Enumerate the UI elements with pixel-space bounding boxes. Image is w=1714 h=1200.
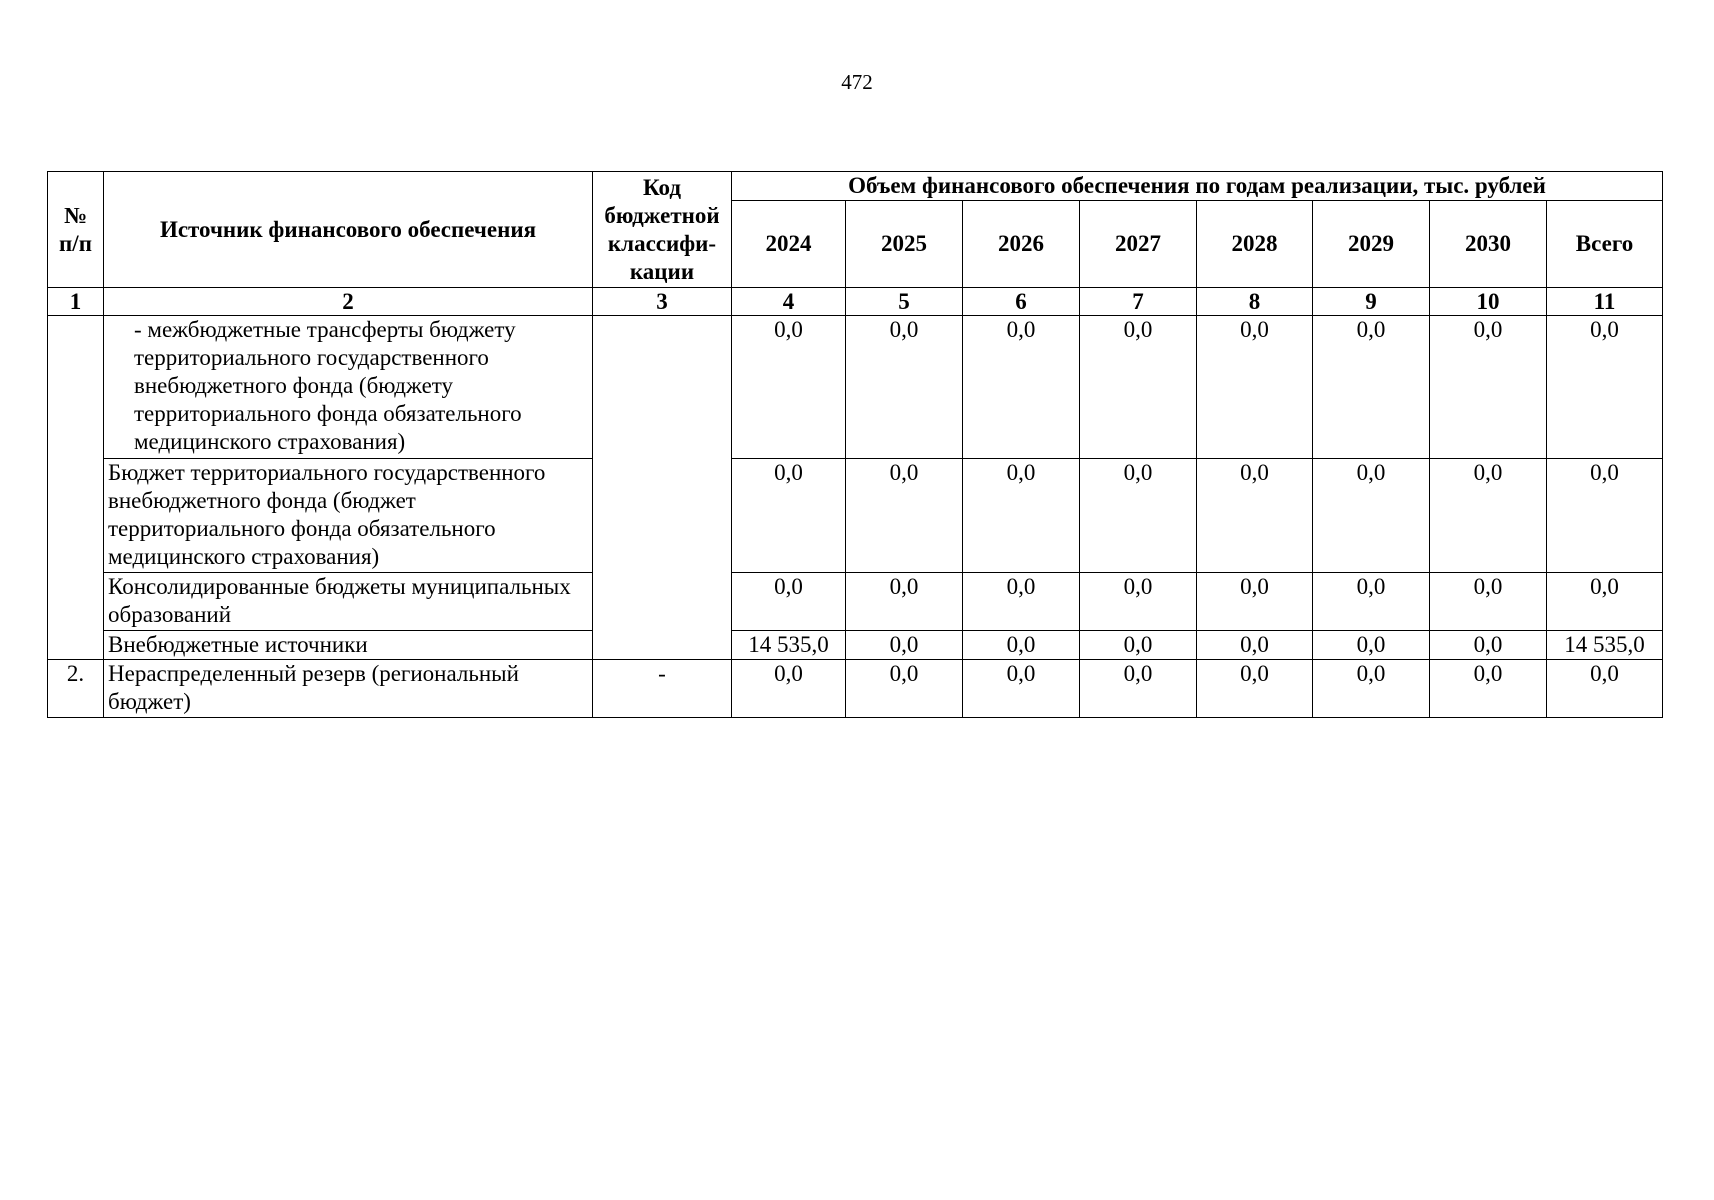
value-2030: 0,0 [1430,459,1547,573]
column-number: 9 [1313,288,1430,316]
value-2028: 0,0 [1197,631,1313,660]
column-number: 11 [1547,288,1663,316]
value-2030: 0,0 [1430,660,1547,718]
row-code: - [593,660,732,718]
value-2028: 0,0 [1197,660,1313,718]
value-2029: 0,0 [1313,316,1430,459]
value-2025: 0,0 [846,660,963,718]
header-year: 2026 [963,201,1080,288]
value-2025: 0,0 [846,573,963,631]
header-year: 2027 [1080,201,1197,288]
value-2027: 0,0 [1080,660,1197,718]
row-code [593,316,732,660]
value-2024: 0,0 [732,573,846,631]
value-2024: 0,0 [732,660,846,718]
value-2026: 0,0 [963,316,1080,459]
header-year: 2030 [1430,201,1547,288]
header-year: 2028 [1197,201,1313,288]
header-year: 2025 [846,201,963,288]
value-2028: 0,0 [1197,573,1313,631]
row-number [48,316,104,660]
value-2024: 14 535,0 [732,631,846,660]
row-source: Нераспределенный резерв (региональный бюджет) [104,660,593,718]
value-2027: 0,0 [1080,316,1197,459]
header-code: Код бюджетной классифи-кации [593,172,732,288]
value-2030: 0,0 [1430,573,1547,631]
header-source: Источник финансового обеспечения [104,172,593,288]
page-number: 472 [841,70,873,94]
table-row [48,459,1663,573]
header-no: № п/п [48,172,104,288]
value-2028: 0,0 [1197,459,1313,573]
column-number: 2 [104,288,593,316]
value-2027: 0,0 [1080,573,1197,631]
value-2026: 0,0 [963,631,1080,660]
value-2027: 0,0 [1080,631,1197,660]
row-source: Консолидированные бюджеты муниципальных образований [104,573,593,631]
value-2026: 0,0 [963,573,1080,631]
value-total: 0,0 [1547,573,1663,631]
value-total: 0,0 [1547,316,1663,459]
row-number: 2. [48,660,104,718]
value-2029: 0,0 [1313,459,1430,573]
value-2030: 0,0 [1430,316,1547,459]
column-number: 8 [1197,288,1313,316]
value-2024: 0,0 [732,459,846,573]
table-row [48,316,1663,459]
value-2029: 0,0 [1313,631,1430,660]
value-2025: 0,0 [846,459,963,573]
column-number: 10 [1430,288,1547,316]
value-2030: 0,0 [1430,631,1547,660]
value-2025: 0,0 [846,316,963,459]
value-2025: 0,0 [846,631,963,660]
value-2024: 0,0 [732,316,846,459]
value-2029: 0,0 [1313,660,1430,718]
table-row [48,573,1663,631]
financing-table [47,171,1663,718]
column-number: 1 [48,288,104,316]
row-source: Внебюджетные источники [104,631,593,660]
column-number: 5 [846,288,963,316]
column-number: 6 [963,288,1080,316]
column-number: 4 [732,288,846,316]
header-volume: Объем финансового обеспечения по годам реализации, тыс. рублей [732,172,1663,201]
row-source: - межбюджетные трансферты бюджету территориального государственного внебюджетного фонда (бюджету территориального фонда обязательного медицинского страхования) [104,316,593,459]
value-total: 0,0 [1547,660,1663,718]
column-number: 7 [1080,288,1197,316]
value-2026: 0,0 [963,660,1080,718]
table-row [48,660,1663,718]
value-2027: 0,0 [1080,459,1197,573]
header-year: 2029 [1313,201,1430,288]
header-year: 2024 [732,201,846,288]
table-row [48,631,1663,660]
column-number-row [48,288,1663,316]
value-2026: 0,0 [963,459,1080,573]
row-source: Бюджет территориального государственного внебюджетного фонда (бюджет территориального фонда обязательного медицинского страхования) [104,459,593,573]
header-row-top [48,172,1663,201]
value-total: 0,0 [1547,459,1663,573]
value-2029: 0,0 [1313,573,1430,631]
value-total: 14 535,0 [1547,631,1663,660]
value-2028: 0,0 [1197,316,1313,459]
column-number: 3 [593,288,732,316]
header-total: Всего [1547,201,1663,288]
